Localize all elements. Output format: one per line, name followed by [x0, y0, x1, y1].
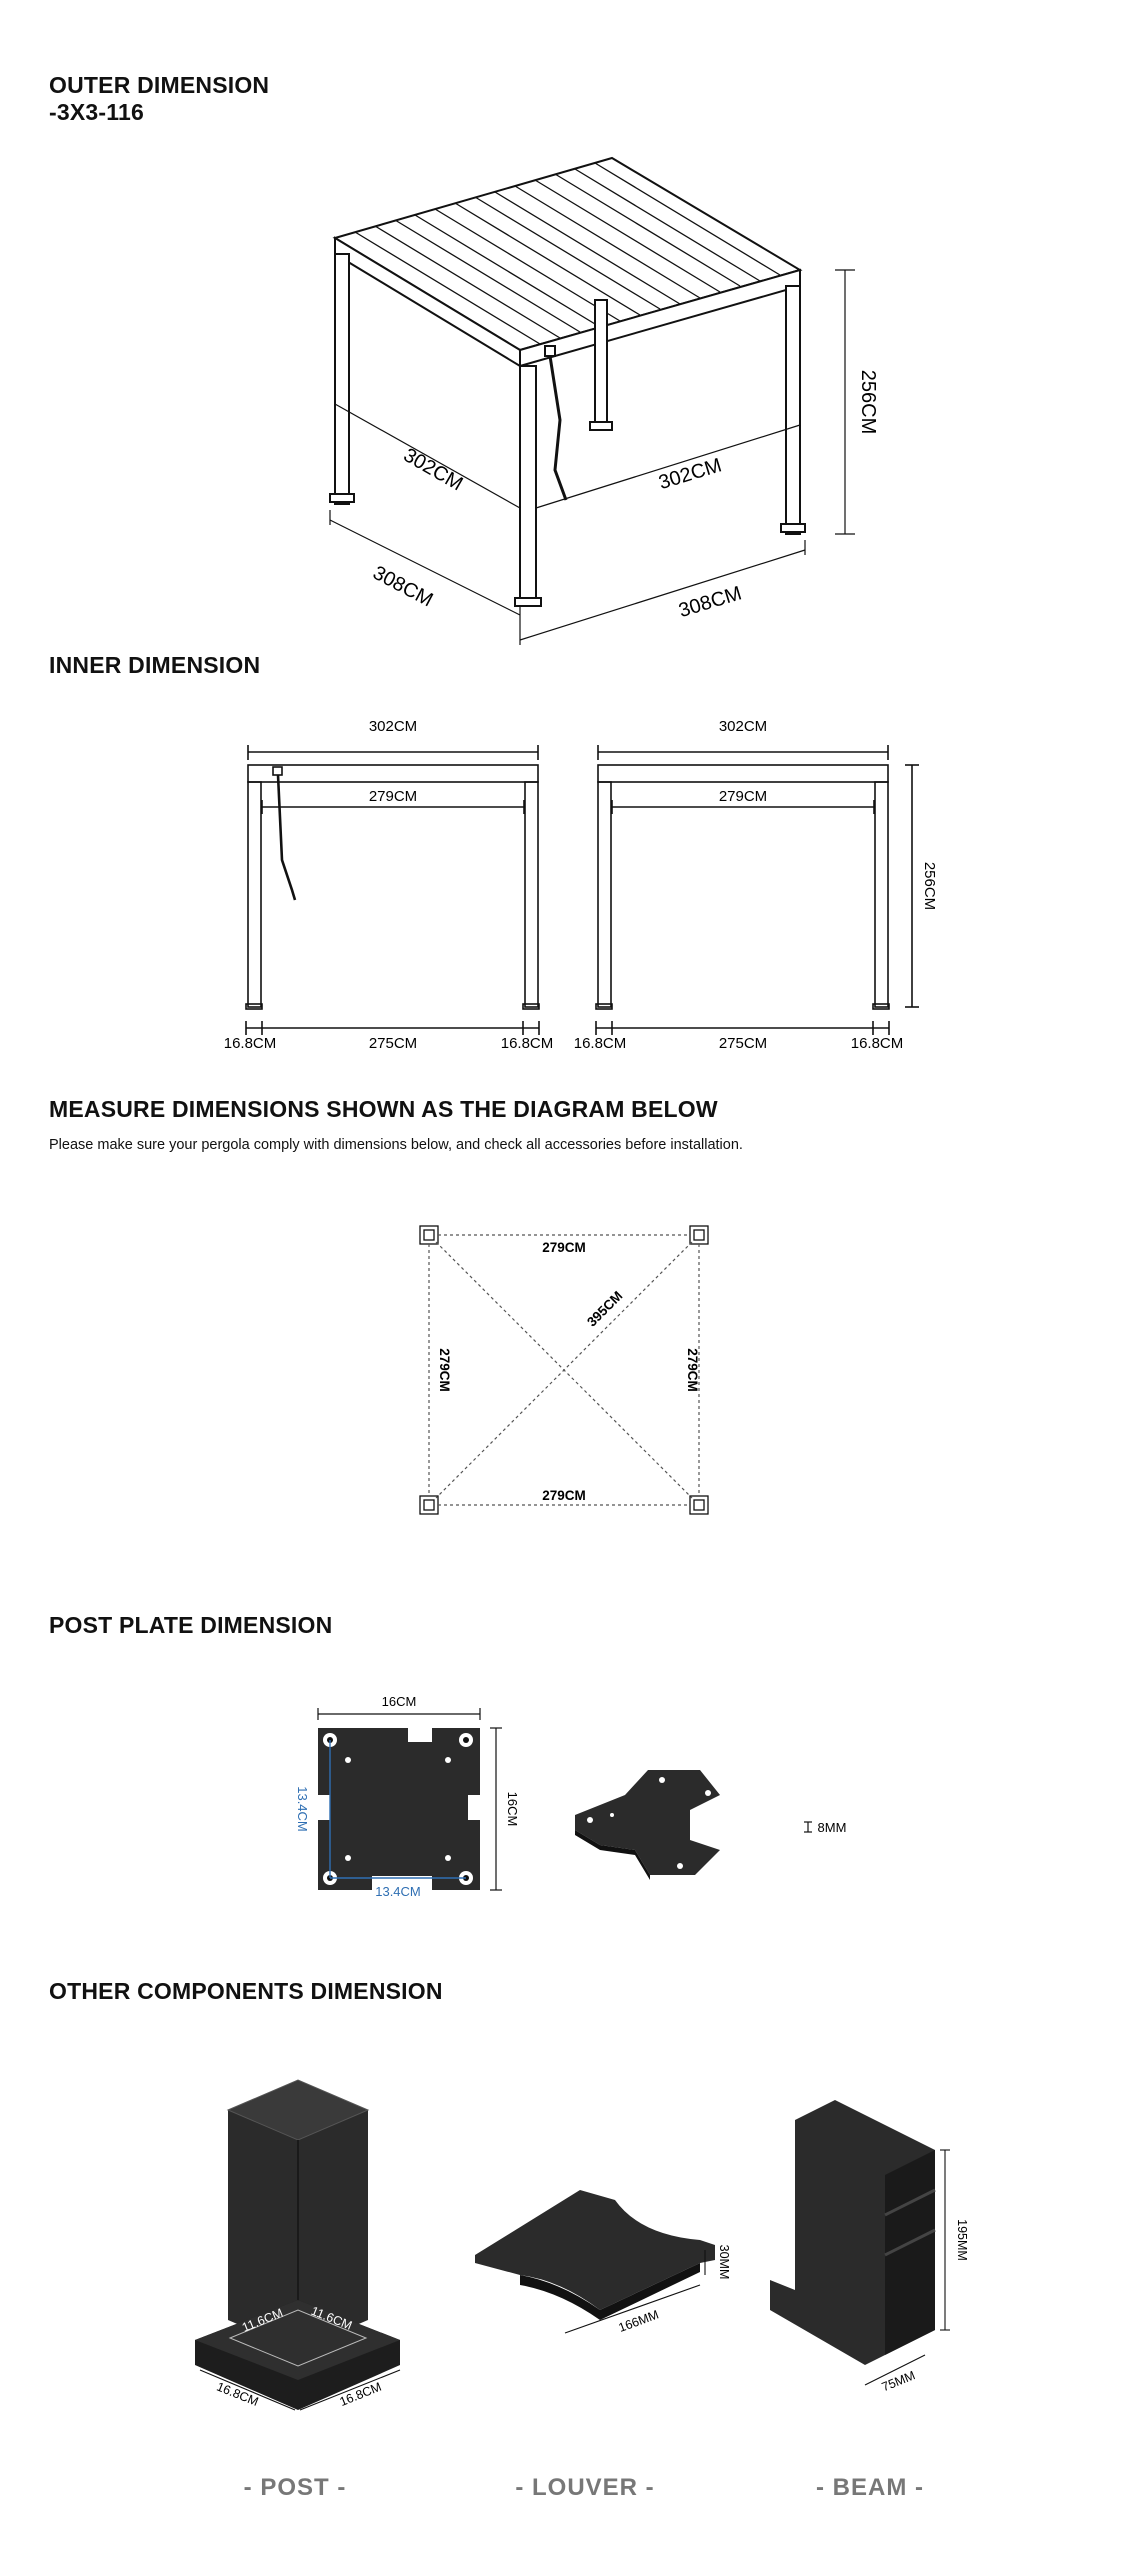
- measure-note: Please make sure your pergola comply with dimensions below, and check all accessories before installation.: [49, 1137, 743, 1153]
- measure-top-label: 279CM: [542, 1240, 586, 1255]
- inner-left-post-left-label: 16.8CM: [223, 1035, 277, 1052]
- measure-layout-diagram: [0, 1210, 1130, 1550]
- outer-title: [49, 72, 269, 126]
- outer-height-label: 256CM: [857, 369, 879, 435]
- inner-right-between-label: 279CM: [718, 788, 768, 805]
- plate-thickness-label: 8MM: [817, 1820, 847, 1835]
- post-caption: - POST -: [243, 2474, 347, 2501]
- components-title: OTHER COMPONENTS DIMENSION: [49, 1978, 443, 2004]
- outer-width-left-label: 302CM: [399, 444, 467, 496]
- measure-title: MEASURE DIMENSIONS SHOWN AS THE DIAGRAM BELOW: [49, 1096, 718, 1122]
- inner-height-label: 256CM: [921, 861, 938, 911]
- measure-right-label: 279CM: [685, 1348, 700, 1392]
- measure-bottom-label: 279CM: [542, 1488, 586, 1503]
- beam-part: [770, 2100, 935, 2365]
- outer-title-line2: -3X3-116: [49, 99, 144, 125]
- inner-right-post-right-label: 16.8CM: [850, 1035, 904, 1052]
- inner-right-post-left-label: 16.8CM: [573, 1035, 627, 1052]
- inner-left-between-label: 279CM: [368, 788, 418, 805]
- inner-front-diagram: [0, 710, 1130, 1060]
- outer-title-line1: OUTER DIMENSION: [49, 72, 270, 98]
- beam-height-label: 195MM: [955, 2219, 969, 2261]
- plate-title: POST PLATE DIMENSION: [49, 1612, 333, 1638]
- inner-right-span-label: 275CM: [718, 1035, 768, 1052]
- outer-pergola-diagram: [0, 140, 1130, 660]
- measure-left-label: 279CM: [437, 1348, 452, 1392]
- inner-right-overall-label: 302CM: [718, 718, 768, 735]
- post-base-a-label: 16.8CM: [214, 2379, 261, 2409]
- outer-width-right-label: 302CM: [656, 454, 725, 495]
- inner-left-post-right-label: 16.8CM: [500, 1035, 554, 1052]
- outer-depth-right-label: 308CM: [676, 582, 745, 623]
- post-inner-b-label: 11.6CM: [309, 2303, 354, 2333]
- plate-hole-y-label: 13.4CM: [295, 1786, 310, 1832]
- post-part: [195, 2080, 400, 2410]
- inner-title: INNER DIMENSION: [49, 652, 261, 678]
- post-inner-a-label: 11.6CM: [240, 2305, 285, 2335]
- plate-height-label: 16CM: [505, 1791, 520, 1827]
- louver-width-label: 166MM: [616, 2307, 661, 2335]
- inner-left-overall-label: 302CM: [368, 718, 418, 735]
- inner-left-span-label: 275CM: [368, 1035, 418, 1052]
- louver-part: [475, 2190, 715, 2320]
- components-diagram: [0, 2060, 1130, 2460]
- louver-height-label: 30MM: [717, 2244, 731, 2280]
- beam-caption: - BEAM -: [816, 2474, 924, 2501]
- plate-width-label: 16CM: [381, 1694, 417, 1709]
- louver-caption: - LOUVER -: [515, 2474, 655, 2501]
- plate-hole-x-label: 13.4CM: [375, 1884, 421, 1899]
- post-base-b-label: 16.8CM: [337, 2379, 384, 2409]
- beam-depth-label: 75MM: [879, 2368, 918, 2395]
- measure-diagonal-label: 395CM: [584, 1288, 626, 1330]
- outer-depth-left-label: 308CM: [369, 561, 437, 612]
- post-plate-diagram: [0, 1680, 1130, 1910]
